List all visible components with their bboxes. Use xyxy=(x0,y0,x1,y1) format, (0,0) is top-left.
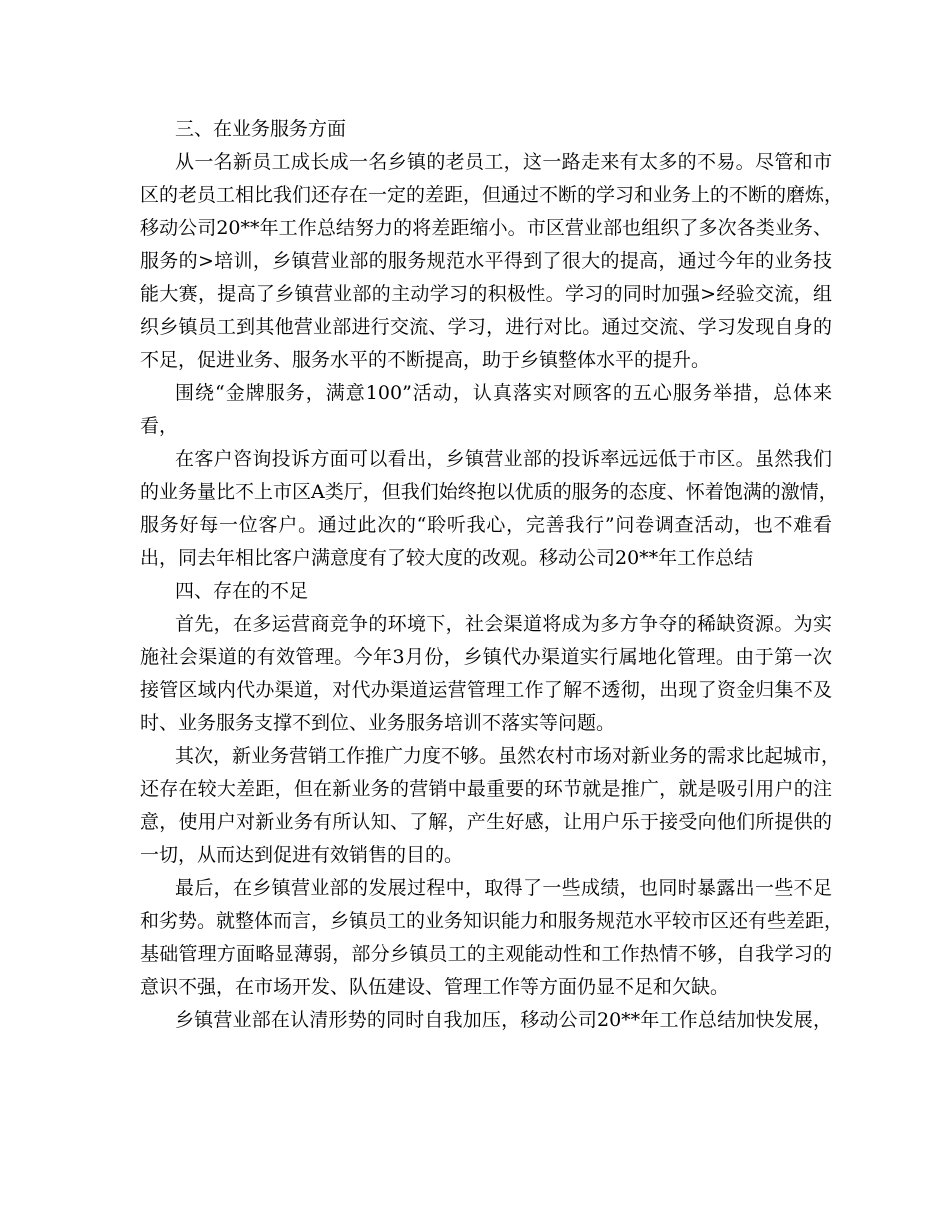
paragraph-line: 最后，在乡镇营业部的发展过程中，取得了一些成绩，也同时暴露出一些不足 xyxy=(175,877,832,899)
paragraph-line: 区的老员工相比我们还存在一定的差距，但通过不断的学习和业务上的不断的磨炼， xyxy=(140,184,844,206)
paragraph-line: 时、业务服务支撑不到位、业务服务培训不落实等问题。 xyxy=(140,712,616,734)
paragraph-line: 一切，从而达到促进有效销售的目的。 xyxy=(140,844,464,866)
paragraph-line: 能大赛，提高了乡镇营业部的主动学习的积极性。学习的同时加强>经验交流，组 xyxy=(140,283,832,305)
paragraph-line: 意识不强，在市场开发、队伍建设、管理工作等方面仍显不足和欠缺。 xyxy=(140,976,730,998)
paragraph-line: 看， xyxy=(140,415,179,437)
paragraph-line: 从一名新员工成长成一名乡镇的老员工，这一路走来有太多的不易。尽管和市 xyxy=(175,151,832,173)
paragraph-line: 围绕“金牌服务，满意100”活动，认真落实对顾客的五心服务举措，总体来 xyxy=(175,382,832,404)
paragraph-line: 不足，促进业务、服务水平的不断提高，助于乡镇整体水平的提升。 xyxy=(140,349,711,371)
paragraph-line: 乡镇营业部在认清形势的同时自我加压，移动公司20**年工作总结加快发展， xyxy=(175,1009,832,1031)
section-heading-shortcomings: 四、存在的不足 xyxy=(175,580,309,602)
paragraph-line: 在客户咨询投诉方面可以看出，乡镇营业部的投诉率远远低于市区。虽然我们 xyxy=(175,448,832,470)
paragraph-line: 移动公司20**年工作总结努力的将差距缩小。市区营业部也组织了多次各类业务、 xyxy=(140,217,832,239)
paragraph-line: 出，同去年相比客户满意度有了较大度的改观。移动公司20**年工作总结 xyxy=(140,547,754,569)
paragraph-line: 和劣势。就整体而言，乡镇员工的业务知识能力和服务规范水平较市区还有些差距， xyxy=(140,910,844,932)
paragraph-line: 接管区域内代办渠道，对代办渠道运营管理工作了解不透彻，出现了资金归集不及 xyxy=(140,679,832,701)
paragraph-line: 基础管理方面略显薄弱，部分乡镇员工的主观能动性和工作热情不够，自我学习的 xyxy=(140,943,832,965)
paragraph-line: 其次，新业务营销工作推广力度不够。虽然农村市场对新业务的需求比起城市， xyxy=(175,745,841,767)
paragraph-line: 服务的>培训，乡镇营业部的服务规范水平得到了很大的提高，通过今年的业务技 xyxy=(140,250,832,272)
paragraph-line: 织乡镇员工到其他营业部进行交流、学习，进行对比。通过交流、学习发现自身的 xyxy=(140,316,832,338)
paragraph-line: 服务好每一位客户。通过此次的“聆听我心，完善我行”问卷调查活动，也不难看 xyxy=(140,514,832,536)
paragraph-line: 还存在较大差距，但在新业务的营销中最重要的环节就是推广，就是吸引用户的注 xyxy=(140,778,832,800)
paragraph-line: 意，使用户对新业务有所认知、了解，产生好感，让用户乐于接受向他们所提供的 xyxy=(140,811,832,833)
paragraph-line: 首先，在多运营商竞争的环境下，社会渠道将成为多方争夺的稀缺资源。为实 xyxy=(175,613,832,635)
paragraph-line: 施社会渠道的有效管理。今年3月份，乡镇代办渠道实行属地化管理。由于第一次 xyxy=(140,646,832,668)
paragraph-line: 的业务量比不上市区A类厅，但我们始终抱以优质的服务的态度、怀着饱满的激情， xyxy=(140,481,838,503)
section-heading-business-service: 三、在业务服务方面 xyxy=(175,118,347,140)
